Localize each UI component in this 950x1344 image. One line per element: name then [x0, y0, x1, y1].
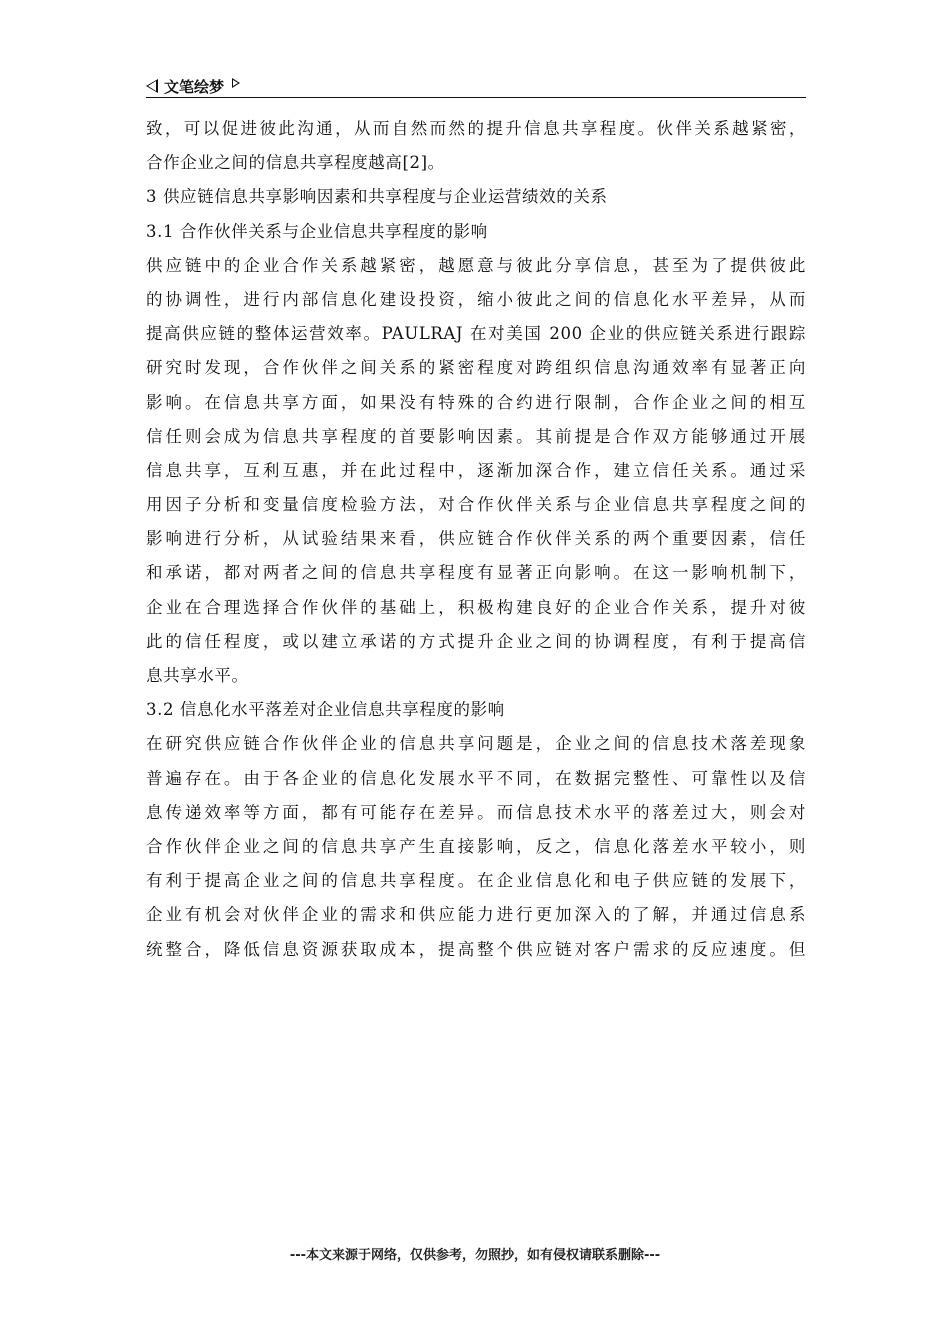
- text-line: 息共享水平。: [146, 666, 249, 685]
- text-line: 合作企业之间的信息共享程度越高[2]。: [146, 153, 445, 173]
- text-line: 和承诺，都对两者之间的信息共享程度有显著正向影响。在这一影响机制下，: [146, 563, 806, 583]
- text-line: 3 供应链信息共享影响因素和共享程度与企业运营绩效的关系: [146, 187, 608, 207]
- text-line: 的协调性，进行内部信息化建设投资，缩小彼此之间的信息化水平差异，从而: [146, 289, 806, 309]
- page-footer: ---本文来源于网络，仅供参考，勿照抄，如有侵权请联系删除---: [289, 1248, 661, 1263]
- triangle-right-icon: [232, 78, 240, 88]
- text-line: 合作伙伴企业之间的信息共享产生直接影响，反之，信息化落差水平较小，则: [146, 836, 806, 856]
- header-divider: [146, 97, 806, 98]
- text-line: 企业在合理选择合作伙伴的基础上，积极构建良好的企业合作关系，提升对彼: [146, 597, 806, 617]
- text-line: 息传递效率等方面，都有可能存在差异。而信息技术水平的落差过大，则会对: [146, 802, 806, 822]
- text-line: 有利于提高企业之间的信息共享程度。在企业信息化和电子供应链的发展下，: [146, 871, 806, 891]
- text-line: 信息共享，互利互惠，并在此过程中，逐渐加深合作，建立信任关系。通过采: [146, 460, 806, 480]
- text-line: 致，可以促进彼此沟通，从而自然而然的提升信息共享程度。伙伴关系越紧密，: [146, 119, 806, 138]
- document-body: [146, 112, 806, 967]
- text-line: 在研究供应链合作伙伴企业的信息共享问题是，企业之间的信息技术落差现象: [146, 734, 806, 754]
- text-line: 普遍存在。由于各企业的信息化发展水平不同，在数据完整性、可靠性以及信: [146, 768, 806, 788]
- text-line: 供应链中的企业合作关系越紧密，越愿意与彼此分享信息，甚至为了提供彼此: [146, 255, 806, 275]
- text-line: 3.1 合作伙伴关系与企业信息共享程度的影响: [146, 221, 488, 241]
- text-line: 影响。在信息共享方面，如果没有特殊的合约进行限制，合作企业之间的相互: [146, 392, 806, 412]
- text-line: 信任则会成为信息共享程度的首要影响因素。其前提是合作双方能够通过开展: [146, 426, 806, 446]
- header-title: 文笔绘梦: [164, 77, 225, 96]
- text-line: 此的信任程度，或以建立承诺的方式提升企业之间的协调程度，有利于提高信: [146, 631, 806, 651]
- text-line: 3.2 信息化水平落差对企业信息共享程度的影响: [146, 700, 505, 720]
- text-line: 提高供应链的整体运营效率。PAULRAJ 在对美国 200 企业的供应链关系进行跟踪: [146, 324, 806, 344]
- triangle-left-icon: [146, 79, 158, 93]
- text-line: 企业有机会对伙伴企业的需求和供应能力进行更加深入的了解，并通过信息系: [146, 905, 806, 925]
- text-line: 统整合，降低信息资源获取成本，提高整个供应链对客户需求的反应速度。但: [146, 939, 806, 959]
- text-line: 影响进行分析，从试验结果来看，供应链合作伙伴关系的两个重要因素，信任: [146, 529, 806, 549]
- text-line: 研究时发现，合作伙伴之间关系的紧密程度对跨组织信息沟通效率有显著正向: [146, 358, 806, 378]
- text-line: 用因子分析和变量信度检验方法，对合作伙伴关系与企业信息共享程度之间的: [146, 495, 806, 515]
- page-header: [146, 74, 806, 98]
